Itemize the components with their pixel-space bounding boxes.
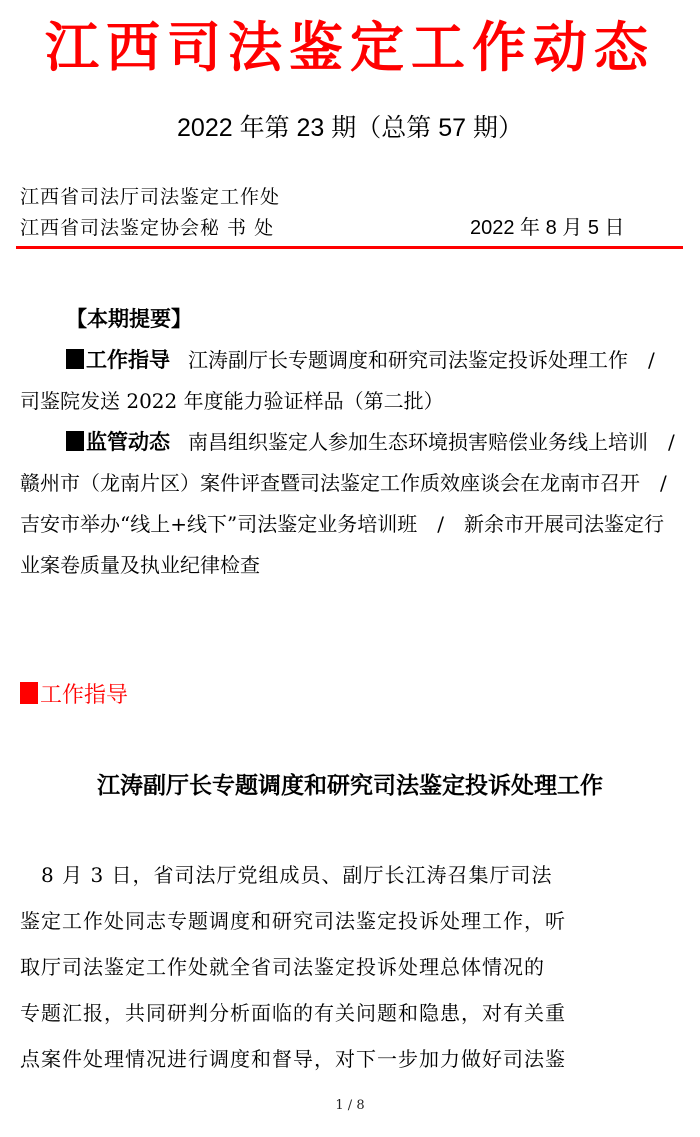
publication-date: 2022 年 8 月 5 日: [470, 217, 625, 239]
summary-item-guidance: [20, 340, 682, 422]
section-heading-label: 工作指导: [40, 683, 129, 708]
summary-text: 南昌组织鉴定人参加生态环境损害赔偿业务线上培训 / 赣州市（龙南片区）案件评查暨司法鉴定工作质效座谈会在龙南市召开 / 吉安市举办“线上+线下”司法鉴定业务培训班 / 新余市开展司法鉴定行业案卷质量及执业纪律检查: [20, 430, 695, 577]
black-square-icon: [66, 349, 84, 369]
article-line: 专题汇报，共同研判分析面临的有关问题和隐患，对有关重: [20, 1001, 566, 1025]
masthead-title: 江西司法鉴定工作动态: [45, 15, 655, 79]
article-line: 鉴定工作处同志专题调度和研究司法鉴定投诉处理工作，听: [20, 909, 566, 933]
summary-tag: 工作指导: [86, 348, 170, 372]
issuer-2: 江西省司法鉴定协会秘 书 处: [20, 217, 275, 239]
article-title: 江涛副厅长专题调度和研究司法鉴定投诉处理工作: [97, 772, 603, 799]
summary-heading: 【本期提要】: [66, 307, 192, 331]
header-divider: [16, 246, 683, 249]
section-heading: [20, 680, 128, 712]
summary-text: 江涛副厅长专题调度和研究司法鉴定投诉处理工作 / 司鉴院发送 2022 年度能力验证样品（第二批）: [20, 348, 675, 413]
page-indicator: 1 / 8: [335, 1098, 365, 1113]
article-line: 点案件处理情况进行调度和督导，对下一步加力做好司法鉴: [20, 1047, 566, 1071]
issue-number: 2022 年第 23 期（总第 57 期）: [177, 114, 523, 142]
summary-item-supervision: [20, 422, 695, 586]
black-square-icon: [66, 431, 84, 451]
article-line: 取厅司法鉴定工作处就全省司法鉴定投诉处理总体情况的: [20, 955, 545, 979]
summary-tag: 监管动态: [86, 430, 170, 454]
red-square-icon: [20, 682, 38, 704]
article-line: 8 月 3 日，省司法厅党组成员、副厅长江涛召集厅司法: [20, 863, 553, 887]
issuer-1: 江西省司法厅司法鉴定工作处: [20, 186, 281, 208]
article-body: [20, 852, 682, 1082]
